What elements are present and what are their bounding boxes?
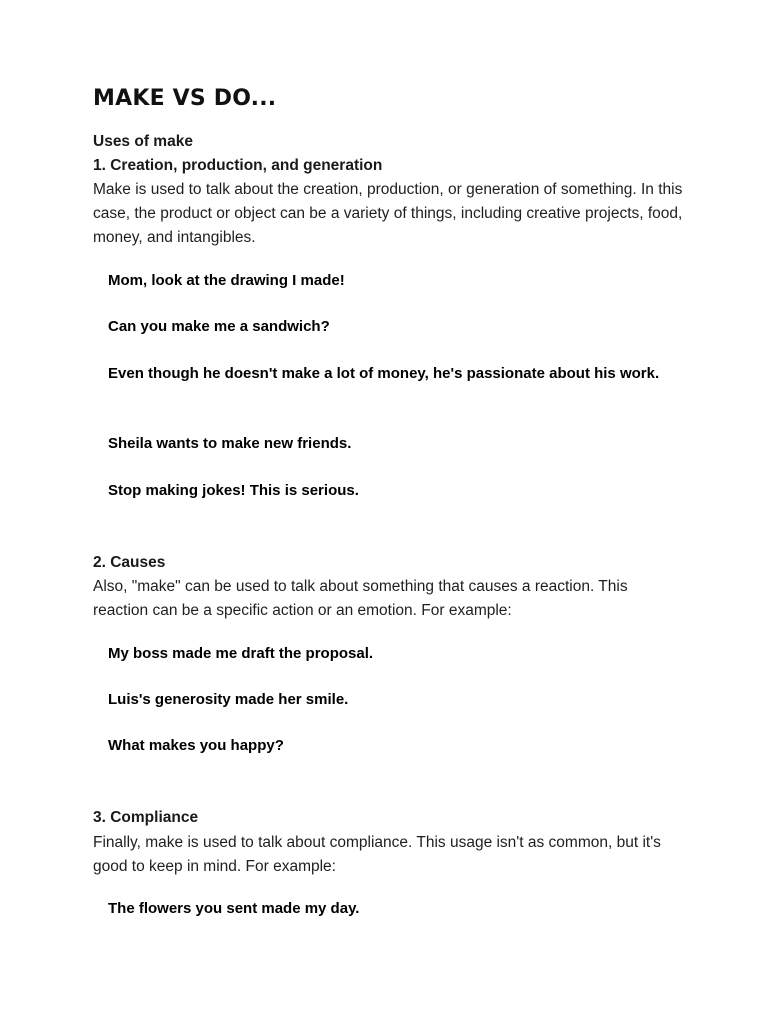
section-body-causes: Also, "make" can be used to talk about something that causes a reaction. This reaction can be a specific action or an emotion. For example: (93, 578, 628, 619)
page-title: MAKE VS DO... (93, 86, 277, 111)
example-sentence: Sheila wants to make new friends. (108, 435, 352, 452)
example-sentence: Mom, look at the drawing I made! (108, 272, 345, 289)
example-sentence: Stop making jokes! This is serious. (108, 482, 359, 499)
example-sentence: What makes you happy? (108, 737, 284, 754)
example-sentence: Even though he doesn't make a lot of money, he's passionate about his work. (108, 365, 660, 382)
section-heading-compliance: 3. Compliance (93, 809, 199, 826)
section-body-creation: Make is used to talk about the creation, production, or generation of something. In this case, the product or object can be a variety of things, including creative projects, food, money, and intangibles. (93, 181, 683, 246)
section-heading-causes: 2. Causes (93, 554, 166, 571)
example-sentence: Can you make me a sandwich? (108, 318, 330, 335)
example-sentence: Luis's generosity made her smile. (108, 691, 349, 708)
uses-heading: Uses of make (93, 133, 193, 150)
section-heading-creation: 1. Creation, production, and generation (93, 157, 383, 174)
section-body-compliance: Finally, make is used to talk about compliance. This usage isn't as common, but it's good to keep in mind. For example: (93, 834, 661, 875)
example-sentence: My boss made me draft the proposal. (108, 645, 374, 662)
example-sentence: The flowers you sent made my day. (108, 900, 360, 917)
